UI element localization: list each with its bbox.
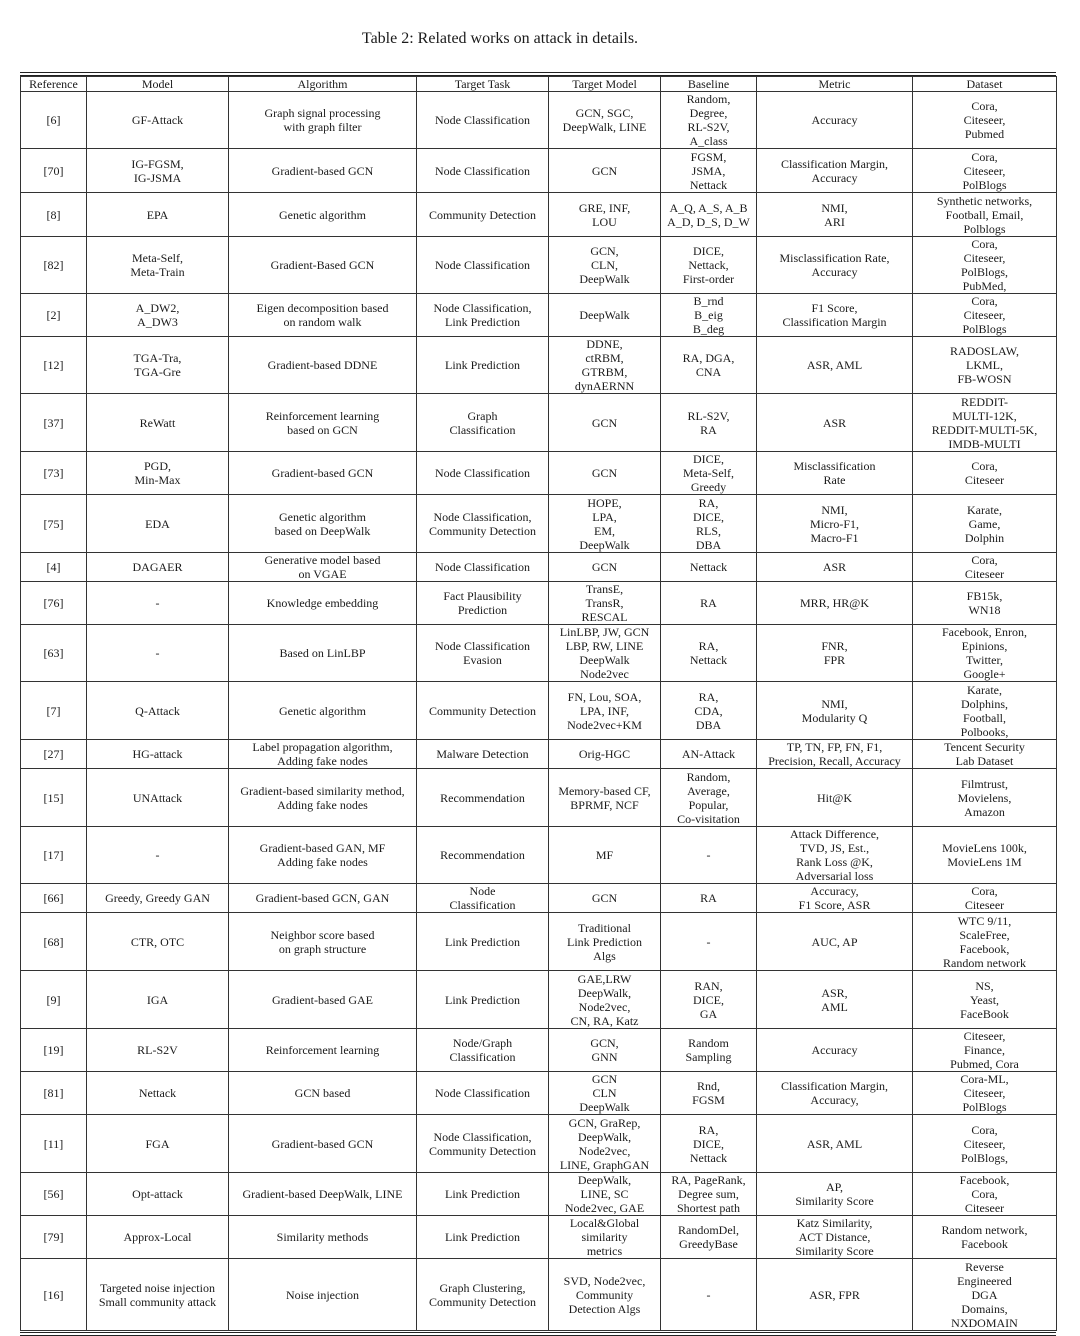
cell-metric: ASR, AML (757, 1115, 913, 1173)
cell-reference: [11] (21, 1115, 87, 1173)
cell-reference: [70] (21, 149, 87, 193)
cell-target-task: Community Detection (417, 682, 549, 740)
cell-target-task: Fact Plausibility Prediction (417, 582, 549, 625)
cell-metric: Attack Difference, TVD, JS, Est., Rank Loss @K, Adversarial loss (757, 827, 913, 884)
cell-dataset: Cora, Citeseer (913, 884, 1057, 913)
cell-algorithm: Gradient-based GCN (229, 452, 417, 495)
cell-reference: [73] (21, 452, 87, 495)
cell-dataset: Karate, Dolphins, Football, Polbooks, (913, 682, 1057, 740)
cell-algorithm: Eigen decomposition based on random walk (229, 294, 417, 337)
cell-reference: [81] (21, 1072, 87, 1115)
cell-reference: [2] (21, 294, 87, 337)
cell-reference: [9] (21, 971, 87, 1029)
cell-reference: [37] (21, 394, 87, 452)
cell-target-task: Recommendation (417, 827, 549, 884)
cell-reference: [27] (21, 740, 87, 769)
cell-algorithm: Gradient-Based GCN (229, 237, 417, 294)
cell-algorithm: Gradient-based DeepWalk, LINE (229, 1173, 417, 1216)
cell-model: RL-S2V (87, 1029, 229, 1072)
cell-baseline: RL-S2V, RA (661, 394, 757, 452)
cell-algorithm: Neighbor score based on graph structure (229, 913, 417, 971)
cell-baseline: A_Q, A_S, A_B A_D, D_S, D_W (661, 193, 757, 237)
header-reference: Reference (21, 77, 87, 92)
cell-model: GF-Attack (87, 92, 229, 149)
cell-baseline: - (661, 913, 757, 971)
table-row (21, 452, 1057, 495)
cell-metric: Misclassification Rate (757, 452, 913, 495)
cell-target-model: DeepWalk, LINE, SC Node2vec, GAE (549, 1173, 661, 1216)
cell-baseline: AN-Attack (661, 740, 757, 769)
cell-algorithm: Gradient-based similarity method, Adding fake nodes (229, 769, 417, 827)
cell-reference: [75] (21, 495, 87, 553)
cell-model: A_DW2, A_DW3 (87, 294, 229, 337)
cell-dataset: Cora, Citeseer, PolBlogs (913, 149, 1057, 193)
cell-metric: Katz Similarity, ACT Distance, Similarity Score (757, 1216, 913, 1259)
cell-model: Opt-attack (87, 1173, 229, 1216)
table-row (21, 971, 1057, 1029)
cell-dataset: REDDIT- MULTI-12K, REDDIT-MULTI-5K, IMDB-MULTI (913, 394, 1057, 452)
header-metric: Metric (757, 77, 913, 92)
cell-target-model: GCN (549, 452, 661, 495)
cell-baseline: - (661, 1259, 757, 1331)
cell-dataset: Citeseer, Finance, Pubmed, Cora (913, 1029, 1057, 1072)
table-row (21, 237, 1057, 294)
cell-reference: [66] (21, 884, 87, 913)
cell-target-model: MF (549, 827, 661, 884)
cell-dataset: Reverse Engineered DGA Domains, NXDOMAIN (913, 1259, 1057, 1331)
cell-dataset: Cora, Citeseer (913, 452, 1057, 495)
cell-reference: [16] (21, 1259, 87, 1331)
cell-dataset: RADOSLAW, LKML, FB-WOSN (913, 337, 1057, 394)
cell-target-task: Community Detection (417, 193, 549, 237)
cell-target-task: Node Classification (417, 92, 549, 149)
table-bottom-rule (20, 1332, 1056, 1336)
cell-target-model: GCN (549, 884, 661, 913)
cell-algorithm: Gradient-based GCN (229, 1115, 417, 1173)
cell-metric: Accuracy, F1 Score, ASR (757, 884, 913, 913)
cell-baseline: RA, DICE, Nettack (661, 1115, 757, 1173)
header-dataset: Dataset (913, 77, 1057, 92)
cell-target-model: Traditional Link Prediction Algs (549, 913, 661, 971)
cell-model: - (87, 582, 229, 625)
cell-model: EDA (87, 495, 229, 553)
cell-model: IG-FGSM, IG-JSMA (87, 149, 229, 193)
cell-model: TGA-Tra, TGA-Gre (87, 337, 229, 394)
cell-baseline: Nettack (661, 553, 757, 582)
cell-target-model: GRE, INF, LOU (549, 193, 661, 237)
cell-dataset: Facebook, Cora, Citeseer (913, 1173, 1057, 1216)
cell-target-task: Node/Graph Classification (417, 1029, 549, 1072)
cell-reference: [8] (21, 193, 87, 237)
cell-target-model: GCN, CLN, DeepWalk (549, 237, 661, 294)
cell-model: Targeted noise injection Small community attack (87, 1259, 229, 1331)
cell-target-model: GAE,LRW DeepWalk, Node2vec, CN, RA, Katz (549, 971, 661, 1029)
table-row (21, 149, 1057, 193)
cell-target-task: Link Prediction (417, 1216, 549, 1259)
cell-target-task: Node Classification (417, 452, 549, 495)
cell-metric: NMI, Micro-F1, Macro-F1 (757, 495, 913, 553)
header-target-task: Target Task (417, 77, 549, 92)
cell-algorithm: Gradient-based GAE (229, 971, 417, 1029)
cell-target-task: Node Classification, Community Detection (417, 495, 549, 553)
cell-target-model: SVD, Node2vec, Community Detection Algs (549, 1259, 661, 1331)
cell-reference: [6] (21, 92, 87, 149)
cell-algorithm: GCN based (229, 1072, 417, 1115)
table-row (21, 769, 1057, 827)
cell-baseline: RA, DICE, RLS, DBA (661, 495, 757, 553)
cell-reference: [19] (21, 1029, 87, 1072)
cell-dataset: Cora, Citeseer, PolBlogs, (913, 1115, 1057, 1173)
cell-reference: [7] (21, 682, 87, 740)
table-row (21, 394, 1057, 452)
cell-metric: NMI, Modularity Q (757, 682, 913, 740)
cell-model: DAGAER (87, 553, 229, 582)
cell-metric: Classification Margin, Accuracy (757, 149, 913, 193)
cell-model: ReWatt (87, 394, 229, 452)
table-row (21, 495, 1057, 553)
cell-model: Approx-Local (87, 1216, 229, 1259)
cell-algorithm: Reinforcement learning (229, 1029, 417, 1072)
cell-target-model: GCN, GNN (549, 1029, 661, 1072)
cell-reference: [63] (21, 625, 87, 682)
cell-reference: [79] (21, 1216, 87, 1259)
cell-metric: TP, TN, FP, FN, F1, Precision, Recall, Accuracy (757, 740, 913, 769)
cell-target-task: Malware Detection (417, 740, 549, 769)
cell-dataset: Cora, Citeseer (913, 553, 1057, 582)
table-row (21, 1216, 1057, 1259)
table-row (21, 582, 1057, 625)
cell-dataset: Filmtrust, Movielens, Amazon (913, 769, 1057, 827)
table-row (21, 625, 1057, 682)
cell-target-task: Node Classification (417, 553, 549, 582)
cell-target-model: GCN, SGC, DeepWalk, LINE (549, 92, 661, 149)
cell-model: HG-attack (87, 740, 229, 769)
table-row (21, 92, 1057, 149)
cell-metric: ASR (757, 394, 913, 452)
cell-baseline: Random Sampling (661, 1029, 757, 1072)
cell-target-task: Link Prediction (417, 337, 549, 394)
cell-baseline: RAN, DICE, GA (661, 971, 757, 1029)
cell-model: IGA (87, 971, 229, 1029)
cell-dataset: FB15k, WN18 (913, 582, 1057, 625)
cell-target-task: Graph Classification (417, 394, 549, 452)
cell-target-model: DDNE, ctRBM, GTRBM, dynAERNN (549, 337, 661, 394)
cell-algorithm: Reinforcement learning based on GCN (229, 394, 417, 452)
cell-model: Meta-Self, Meta-Train (87, 237, 229, 294)
cell-dataset: Cora, Citeseer, Pubmed (913, 92, 1057, 149)
cell-target-model: TransE, TransR, RESCAL (549, 582, 661, 625)
cell-target-task: Link Prediction (417, 1173, 549, 1216)
cell-reference: [12] (21, 337, 87, 394)
cell-dataset: Facebook, Enron, Epinions, Twitter, Google+ (913, 625, 1057, 682)
related-works-table-wrap (20, 72, 1056, 1336)
table-row (21, 1115, 1057, 1173)
cell-target-model: GCN (549, 553, 661, 582)
cell-baseline: Random, Degree, RL-S2V, A_class (661, 92, 757, 149)
cell-target-task: Node Classification (417, 884, 549, 913)
cell-baseline: Rnd, FGSM (661, 1072, 757, 1115)
cell-algorithm: Similarity methods (229, 1216, 417, 1259)
cell-metric: Misclassification Rate, Accuracy (757, 237, 913, 294)
header-target-model: Target Model (549, 77, 661, 92)
cell-algorithm: Noise injection (229, 1259, 417, 1331)
cell-dataset: Cora-ML, Citeseer, PolBlogs (913, 1072, 1057, 1115)
cell-target-task: Node Classification (417, 1072, 549, 1115)
cell-model: EPA (87, 193, 229, 237)
table-row (21, 1072, 1057, 1115)
cell-target-model: GCN, GraRep, DeepWalk, Node2vec, LINE, GraphGAN (549, 1115, 661, 1173)
cell-metric: Hit@K (757, 769, 913, 827)
table-row (21, 682, 1057, 740)
cell-baseline: DICE, Nettack, First-order (661, 237, 757, 294)
cell-metric: ASR (757, 553, 913, 582)
cell-baseline: RA (661, 884, 757, 913)
cell-metric: ASR, AML (757, 971, 913, 1029)
cell-model: Greedy, Greedy GAN (87, 884, 229, 913)
cell-metric: MRR, HR@K (757, 582, 913, 625)
cell-model: - (87, 827, 229, 884)
cell-metric: F1 Score, Classification Margin (757, 294, 913, 337)
cell-algorithm: Based on LinLBP (229, 625, 417, 682)
header-algorithm: Algorithm (229, 77, 417, 92)
cell-target-task: Node Classification, Link Prediction (417, 294, 549, 337)
cell-metric: NMI, ARI (757, 193, 913, 237)
cell-target-model: Orig-HGC (549, 740, 661, 769)
table-row (21, 1259, 1057, 1331)
table-row (21, 337, 1057, 394)
cell-target-model: GCN CLN DeepWalk (549, 1072, 661, 1115)
cell-target-task: Link Prediction (417, 913, 549, 971)
cell-dataset: Tencent Security Lab Dataset (913, 740, 1057, 769)
cell-dataset: Cora, Citeseer, PolBlogs, PubMed, (913, 237, 1057, 294)
cell-dataset: Random network, Facebook (913, 1216, 1057, 1259)
cell-model: UNAttack (87, 769, 229, 827)
cell-algorithm: Gradient-based DDNE (229, 337, 417, 394)
cell-metric: AUC, AP (757, 913, 913, 971)
cell-model: - (87, 625, 229, 682)
cell-algorithm: Genetic algorithm based on DeepWalk (229, 495, 417, 553)
cell-target-task: Link Prediction (417, 971, 549, 1029)
cell-reference: [4] (21, 553, 87, 582)
cell-algorithm: Gradient-based GCN (229, 149, 417, 193)
table-row (21, 294, 1057, 337)
cell-algorithm: Gradient-based GAN, MF Adding fake nodes (229, 827, 417, 884)
cell-algorithm: Generative model based on VGAE (229, 553, 417, 582)
cell-reference: [82] (21, 237, 87, 294)
cell-reference: [15] (21, 769, 87, 827)
cell-target-task: Graph Clustering, Community Detection (417, 1259, 549, 1331)
cell-dataset: NS, Yeast, FaceBook (913, 971, 1057, 1029)
cell-baseline: B_rnd B_eig B_deg (661, 294, 757, 337)
cell-algorithm: Gradient-based GCN, GAN (229, 884, 417, 913)
table-row (21, 884, 1057, 913)
table-row (21, 193, 1057, 237)
cell-baseline: RA (661, 582, 757, 625)
cell-target-model: Local&Global similarity metrics (549, 1216, 661, 1259)
cell-dataset: Karate, Game, Dolphin (913, 495, 1057, 553)
cell-reference: [17] (21, 827, 87, 884)
cell-metric: AP, Similarity Score (757, 1173, 913, 1216)
cell-target-task: Node Classification (417, 149, 549, 193)
cell-reference: [76] (21, 582, 87, 625)
cell-metric: FNR, FPR (757, 625, 913, 682)
cell-baseline: RandomDel, GreedyBase (661, 1216, 757, 1259)
cell-model: CTR, OTC (87, 913, 229, 971)
cell-target-task: Node Classification Evasion (417, 625, 549, 682)
cell-baseline: FGSM, JSMA, Nettack (661, 149, 757, 193)
header-baseline: Baseline (661, 77, 757, 92)
cell-target-task: Node Classification (417, 237, 549, 294)
cell-model: Q-Attack (87, 682, 229, 740)
cell-target-model: FN, Lou, SOA, LPA, INF, Node2vec+KM (549, 682, 661, 740)
cell-baseline: RA, Nettack (661, 625, 757, 682)
cell-algorithm: Label propagation algorithm, Adding fake nodes (229, 740, 417, 769)
table-row (21, 740, 1057, 769)
table-row (21, 1029, 1057, 1072)
cell-dataset: Synthetic networks, Football, Email, Polblogs (913, 193, 1057, 237)
cell-target-model: GCN (549, 149, 661, 193)
cell-metric: ASR, AML (757, 337, 913, 394)
cell-target-model: LinLBP, JW, GCN LBP, RW, LINE DeepWalk Node2vec (549, 625, 661, 682)
cell-model: FGA (87, 1115, 229, 1173)
cell-reference: [68] (21, 913, 87, 971)
cell-algorithm: Genetic algorithm (229, 193, 417, 237)
table-caption: Table 2: Related works on attack in details. (361, 30, 639, 47)
table-row (21, 827, 1057, 884)
table-row (21, 913, 1057, 971)
cell-metric: Accuracy (757, 92, 913, 149)
cell-target-model: GCN (549, 394, 661, 452)
cell-dataset: Cora, Citeseer, PolBlogs (913, 294, 1057, 337)
cell-dataset: MovieLens 100k, MovieLens 1M (913, 827, 1057, 884)
cell-baseline: DICE, Meta-Self, Greedy (661, 452, 757, 495)
table-header-row (21, 77, 1057, 92)
cell-algorithm: Knowledge embedding (229, 582, 417, 625)
cell-baseline: RA, DGA, CNA (661, 337, 757, 394)
related-works-table (20, 76, 1057, 1331)
cell-model: Nettack (87, 1072, 229, 1115)
cell-baseline: Random, Average, Popular, Co-visitation (661, 769, 757, 827)
cell-metric: Classification Margin, Accuracy, (757, 1072, 913, 1115)
cell-target-model: HOPE, LPA, EM, DeepWalk (549, 495, 661, 553)
table-row (21, 1173, 1057, 1216)
cell-metric: ASR, FPR (757, 1259, 913, 1331)
cell-algorithm: Genetic algorithm (229, 682, 417, 740)
table-row (21, 553, 1057, 582)
cell-algorithm: Graph signal processing with graph filter (229, 92, 417, 149)
cell-reference: [56] (21, 1173, 87, 1216)
cell-baseline: - (661, 827, 757, 884)
cell-target-task: Recommendation (417, 769, 549, 827)
cell-baseline: RA, CDA, DBA (661, 682, 757, 740)
cell-baseline: RA, PageRank, Degree sum, Shortest path (661, 1173, 757, 1216)
cell-metric: Accuracy (757, 1029, 913, 1072)
cell-target-model: DeepWalk (549, 294, 661, 337)
cell-target-task: Node Classification, Community Detection (417, 1115, 549, 1173)
cell-target-model: Memory-based CF, BPRMF, NCF (549, 769, 661, 827)
cell-dataset: WTC 9/11, ScaleFree, Facebook, Random network (913, 913, 1057, 971)
header-model: Model (87, 77, 229, 92)
cell-model: PGD, Min-Max (87, 452, 229, 495)
